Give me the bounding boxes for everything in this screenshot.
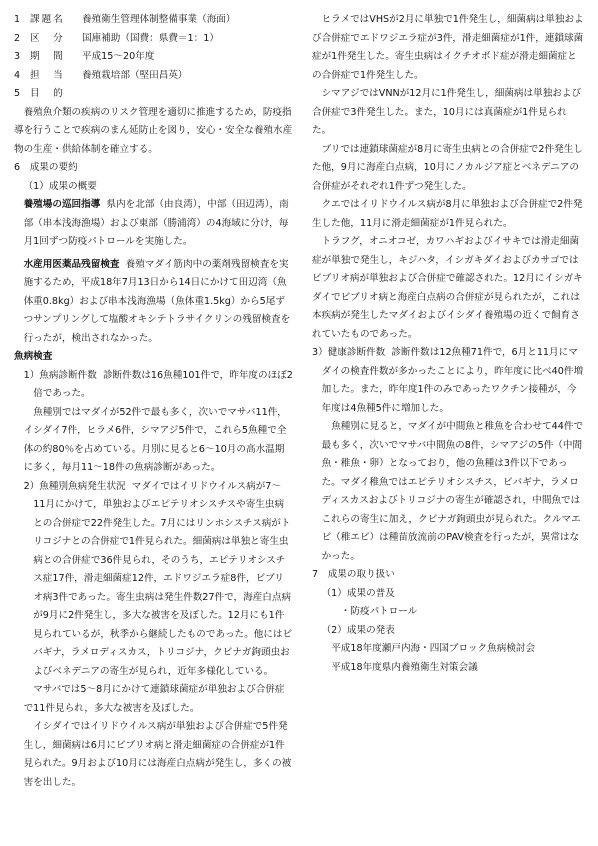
header-num: 5 — [14, 88, 21, 99]
publication-2: 平成18年度県内養殖衛生対策会議 — [331, 661, 478, 673]
d2-hirame-text: ヒラメではVHSが2月に単独で1件発生し，細菌病は単独および合併症でエドワジエラ症が3件，滑走細菌症が1件，連鎖球菌症が1件発生した。寄生虫病はイクチオボド症が滑走細菌症との合併症で1件発生した。 — [312, 14, 584, 81]
section-6-title: 6 成果の要約 — [14, 162, 78, 173]
right-column — [312, 11, 584, 677]
d2-heading: 2）魚種別魚病発生状況 — [23, 480, 126, 492]
header-label: 区 分 — [30, 32, 65, 44]
header-label: 期 間 — [30, 51, 65, 62]
publication-1: 平成18年度瀬戸内海・四国ブロック魚病検討会 — [331, 643, 536, 654]
header-row-3 — [14, 48, 293, 67]
d1-species-text: 魚種別ではマダイが52件で最も多く，次いでマサバ11件，イシダイ7件，ヒラメ6件，シマアジ5件で，これら5魚種で全体の約80％を占めている。月別に見ると6～10月の高水温期に多く，毎月11～18件の魚病診断があった。 — [23, 406, 287, 473]
d2-text: マダイではイリドウイルス病が7～11月にかけて，単独およびエピテリオシスチスや寄生虫病との合併症で22件発生した。7月にはリンホシスチス病がトリコジナとの合併症で1件見られた。細菌病は単独と寄生虫病との合併症で36件見られ，そのうち，エピテリオシスチス症17件，滑走細菌症12件，エドワジエラ症8件，ビブリオ病3件であった。寄生虫病は発生件数27件で，海産白点病が9月に2件発生し，多大な被害を及ぼした。12月にも1件見られているが，秋季から継続したものであった。他にはビバギナ，ラメロディスカス，トリコジナ，クビナガ鉤頭虫およびベネデニアの寄生が見られ，近年多様化している。 — [33, 480, 293, 677]
header-label: 課題名 — [30, 14, 65, 25]
section-7-sub1: （1）成果の普及 — [321, 587, 395, 599]
patrol-heading: 養殖場の巡回指導 — [23, 199, 101, 210]
d2-ishidai-text: イシダイではイリドウイルス病が単独および合併症で5件発生し，細菌病は6月にビブリオ病と滑走細菌症の合併症が1件見られた。9月および10月には海産白点病が発生し，多くの被害を出した。 — [23, 721, 292, 788]
d2-kue-text: クエではイリドウイルス病が8月に単独および合併症で2件発生した他，11月に滑走細菌症が1件見られた。 — [312, 199, 583, 229]
disease-heading: 魚病検査 — [14, 351, 53, 362]
section-6-sub1: （1）成果の概要 — [23, 180, 97, 192]
patrol-text: 県内を北部（由良湾），中部（田辺湾），南部（串本浅海漁場）および東部（勝浦湾）の4海域に分け，毎月1回ずつ防疫パトロールを実施した。 — [23, 199, 289, 247]
drug-heading: 水産用医薬品残留検査 — [23, 258, 120, 270]
header-value: 養殖栽培部（堅田昌英） — [82, 69, 188, 81]
d2-paragraph — [14, 478, 293, 682]
d2-saba-text: マサバでは5～8月にかけて連鎖球菌症が単独および合併症で11件見られ，多大な被害を及ぼした。 — [23, 684, 285, 714]
d1-text: 診断件数は16魚種101件で，昨年度のほぼ2倍であった。 — [33, 369, 293, 399]
d2-others-text: トラフグ，オニオコゼ，カワハギおよびイサキでは滑走細菌症が単独で発生し，キジハタ，イシガキダイおよびカサゴではビブリオ病が単独および合併症で確認された。12月にイシガキダイでビブリオ病と海産白点病の合併症が見られたが，これは本疾病が発生したマダイおよびイシダイ養殖場の近くで飼育されていたものであった。 — [312, 236, 583, 340]
header-row-1 — [14, 11, 293, 30]
d3-heading: 3）健康診断件数 — [312, 347, 386, 358]
d3-paragraph — [312, 344, 584, 418]
left-column — [14, 11, 293, 792]
header-num: 1 — [14, 14, 21, 25]
section-7-title: 7 成果の取り扱い — [312, 569, 395, 580]
header-num: 4 — [14, 69, 21, 81]
d2-shimaaji-text: シマアジではVNNが12月に1件発生し，細菌病は単独および合併症で3件発生した。また，10月には真菌症が1件見られた。 — [312, 88, 582, 136]
header-row-2 — [14, 30, 293, 49]
header-value: 養殖衛生管理体制整備事業（海面） — [82, 14, 236, 25]
header-label: 目 的 — [30, 88, 65, 99]
d2-buri-text: ブリでは連鎖球菌症が8月に寄生虫病との合併症で2件発生した他，9月に海産白点病，10月にノカルジア症とベネデニアの合併症がそれぞれ1件ずつ発生した。 — [312, 143, 583, 192]
d1-paragraph — [14, 367, 293, 404]
header-value: 国庫補助（国費：県費＝1：1） — [82, 32, 219, 44]
d3-species-text: 魚種別に見ると，マダイが中間魚と稚魚を合わせて44件で最も多く，次いでマサバ中間魚の8件，シマアジの5件（中間魚・稚魚・卵）となっており，他の魚種は3件以下であった。マダイ稚魚ではエピテリオシスチス，ビバギナ，ラメロディスカスおよびトリコジナの寄生が確認され，中間魚ではこれらの寄生に加え，クビナガ鉤頭虫が見られた。クルマエビ（稚エビ）は種苗放流前のPAV検査を行ったが，異常はなかった。 — [321, 421, 584, 562]
header-row-4 — [14, 67, 293, 86]
patrol-paragraph — [14, 196, 293, 252]
section-7-sub1-item: ・防疫パトロール — [340, 606, 418, 617]
header-value: 平成15～20年度 — [82, 51, 155, 62]
header-num: 3 — [14, 51, 21, 62]
header-label: 担 当 — [30, 69, 65, 81]
drug-paragraph — [14, 256, 293, 349]
d1-heading: 1）魚病診断件数 — [23, 369, 97, 381]
d3-text: 診断件数は12魚種71件で，6月と11月にマダイの検査件数が多かったことにより，昨年度に比べ40件増加した。また，昨年度1件のみであったワクチン接種が，今年度は4魚種5件に増加した。 — [321, 347, 584, 414]
section-7-sub2: （2）成果の発表 — [321, 624, 395, 636]
header-row-5 — [14, 85, 293, 104]
header-num: 2 — [14, 32, 21, 44]
drug-text: 養殖マダイ筋肉中の薬剤残留検査を実施するため，平成18年7月13日から14日にかけて田辺湾（魚体重0.8kg）および串本浅海漁場（魚体重1.5kg）から5尾ずつサンプリングして塩酸オキシテトラサイクリンの残留検査を行ったが，検出されなかった。 — [23, 258, 291, 344]
purpose-text: 養殖魚介類の疾病のリスク管理を適切に推進するため，防疫指導を行うことで疾病のまん延防止を図り，安心・安全な養殖水産物の生産・供給体制を確立する。 — [14, 106, 293, 155]
